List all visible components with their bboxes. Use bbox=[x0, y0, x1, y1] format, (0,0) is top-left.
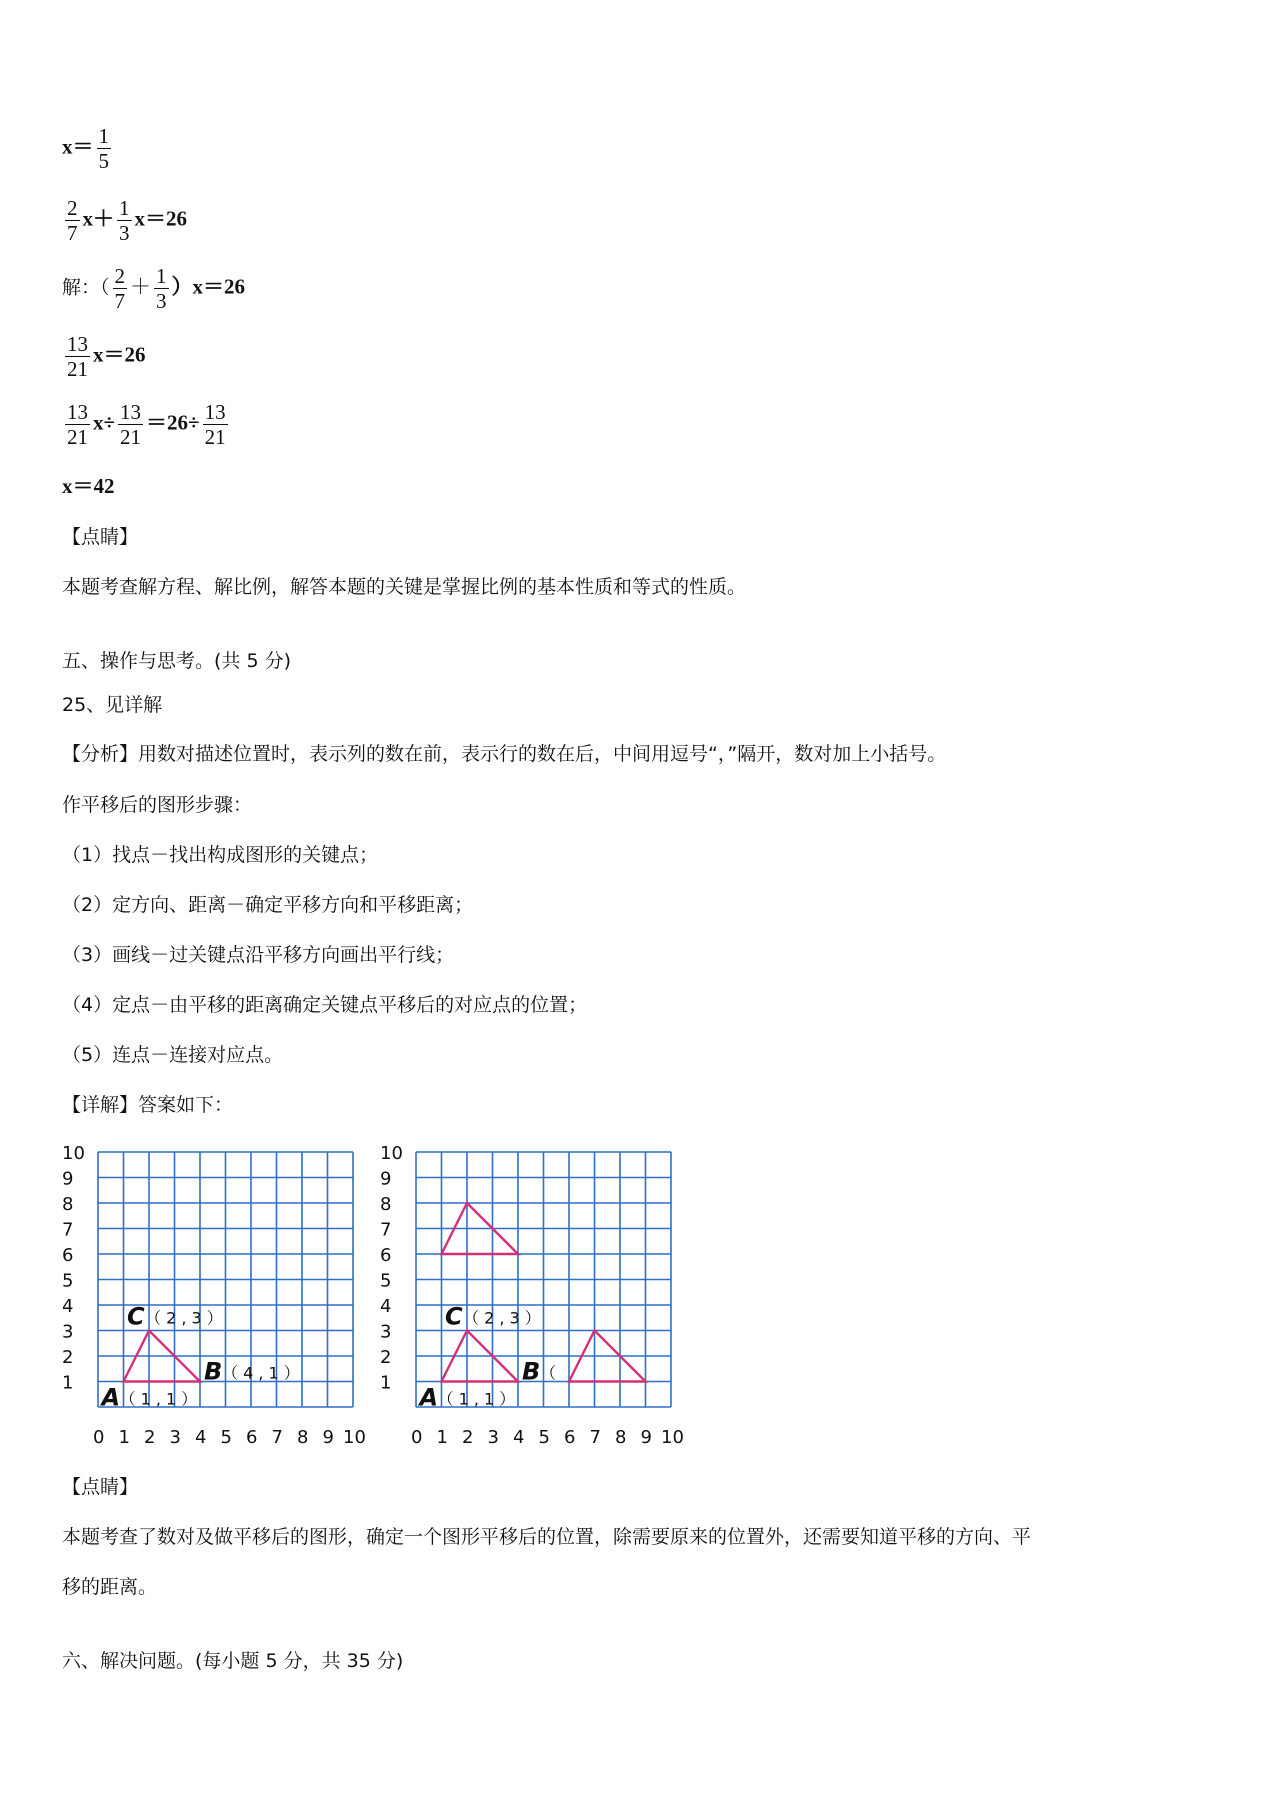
point-label-coordinate: （ 2 , 3 ） bbox=[463, 1308, 541, 1328]
x-axis-tick-label: 1 bbox=[118, 1427, 130, 1448]
x-axis-tick-label: 8 bbox=[297, 1427, 309, 1448]
eq5-mid2: ＝26÷ bbox=[146, 410, 200, 435]
x-axis-tick-label: 5 bbox=[220, 1427, 232, 1448]
fraction-denominator: 3 bbox=[156, 289, 167, 313]
point-label-letter: C bbox=[445, 1302, 463, 1331]
equation-line-1 bbox=[62, 124, 114, 173]
point-label-letter: B bbox=[204, 1357, 223, 1386]
fraction bbox=[97, 124, 112, 173]
equation-line-6 bbox=[62, 473, 115, 499]
fraction-denominator: 5 bbox=[98, 149, 109, 173]
eq4-rhs: x＝26 bbox=[93, 342, 146, 367]
step-2: （2）定方向、距离－确定平移方向和平移距离； bbox=[62, 894, 474, 916]
dianjing-heading-1: 【点睛】 bbox=[62, 526, 139, 548]
y-axis-tick-label: 1 bbox=[62, 1372, 74, 1394]
point-label-coordinate: （ bbox=[540, 1363, 557, 1383]
fraction-numerator: 13 bbox=[67, 400, 88, 424]
fraction-denominator: 7 bbox=[67, 221, 78, 245]
eq3-plus: ＋ bbox=[130, 274, 152, 299]
y-axis-tick-label: 2 bbox=[62, 1347, 74, 1368]
analysis-paragraph: 【分析】用数对描述位置时，表示列的数在前，表示行的数在后，中间用逗号“，”隔开，数对加上小括号。 bbox=[62, 743, 947, 765]
equation-line-2 bbox=[62, 196, 187, 245]
dianjing-body-2-line-1: 本题考查了数对及做平移后的图形，确定一个图形平移后的位置，除需要原来的位置外，还需要知道平移的方向、平 bbox=[62, 1526, 1032, 1548]
x-axis-tick-label: 2 bbox=[462, 1427, 474, 1448]
point-label-coordinate: （ 1 , 1 ） bbox=[437, 1389, 516, 1409]
x-axis-tick-label: 7 bbox=[589, 1427, 601, 1448]
y-axis-tick-label: 5 bbox=[380, 1270, 392, 1292]
point-label-coordinate: （ 1 , 1 ） bbox=[119, 1389, 198, 1409]
fraction bbox=[65, 196, 80, 245]
y-axis-tick-label: 4 bbox=[62, 1296, 74, 1317]
eq2-mid: x＋ bbox=[82, 206, 114, 231]
x-axis-tick-label: 2 bbox=[144, 1427, 156, 1448]
fraction-denominator: 21 bbox=[67, 357, 88, 381]
fraction-denominator: 21 bbox=[67, 425, 88, 449]
fraction bbox=[117, 196, 132, 245]
eq1-lhs: x＝ bbox=[62, 134, 94, 159]
dianjing-heading-2: 【点睛】 bbox=[62, 1476, 139, 1498]
y-axis-tick-label: 7 bbox=[380, 1219, 392, 1241]
fraction-numerator: 13 bbox=[67, 332, 88, 356]
x-axis-tick-label: 4 bbox=[195, 1427, 207, 1448]
x-axis-tick-label: 8 bbox=[615, 1427, 627, 1448]
detailed-answer-heading: 【详解】答案如下： bbox=[62, 1094, 234, 1116]
fraction-denominator: 7 bbox=[114, 289, 126, 313]
y-axis-tick-label: 10 bbox=[380, 1143, 403, 1164]
section-6-title: 六、解决问题。(每小题 5 分，共 35 分) bbox=[62, 1650, 404, 1672]
x-axis-tick-label: 4 bbox=[513, 1427, 525, 1448]
equation-line-3 bbox=[62, 264, 245, 313]
point-label-letter: B bbox=[522, 1357, 541, 1386]
y-axis-tick-label: 6 bbox=[62, 1245, 74, 1266]
y-axis-tick-label: 4 bbox=[380, 1296, 392, 1317]
y-axis-tick-label: 7 bbox=[62, 1219, 74, 1241]
x-axis-tick-label: 10 bbox=[661, 1427, 684, 1448]
eq2-rhs: x＝26 bbox=[134, 206, 187, 231]
fraction-denominator: 3 bbox=[119, 221, 130, 245]
fraction bbox=[118, 400, 143, 449]
x-axis-tick-label: 9 bbox=[640, 1427, 652, 1448]
x-axis-tick-label: 1 bbox=[436, 1427, 448, 1448]
coordinate-grid-left bbox=[58, 1140, 366, 1450]
y-axis-tick-label: 8 bbox=[380, 1194, 392, 1215]
x-axis-tick-label: 6 bbox=[564, 1427, 576, 1448]
fraction-numerator: 1 bbox=[156, 264, 167, 288]
y-axis-tick-label: 10 bbox=[62, 1143, 85, 1164]
fraction-numerator: 2 bbox=[114, 264, 126, 288]
steps-title: 作平移后的图形步骤： bbox=[62, 794, 253, 816]
eq3-prefix: 解：（ bbox=[62, 276, 110, 299]
x-axis-tick-label: 7 bbox=[271, 1427, 283, 1448]
section-5-title: 五、操作与思考。(共 5 分) bbox=[62, 650, 291, 672]
x-axis-tick-label: 5 bbox=[538, 1427, 550, 1448]
fraction-numerator: 13 bbox=[120, 400, 142, 424]
x-axis-tick-label: 0 bbox=[411, 1427, 423, 1448]
point-label-coordinate: （ 4 , 1 ） bbox=[222, 1363, 300, 1383]
fraction bbox=[65, 400, 90, 449]
step-5: （5）连点－连接对应点。 bbox=[62, 1044, 284, 1066]
fraction bbox=[113, 264, 128, 313]
x-axis-tick-label: 9 bbox=[322, 1427, 334, 1448]
x-axis-tick-label: 6 bbox=[246, 1427, 258, 1448]
point-label-letter: C bbox=[127, 1302, 145, 1331]
fraction bbox=[65, 332, 90, 381]
fraction bbox=[154, 264, 169, 313]
y-axis-tick-label: 2 bbox=[380, 1347, 392, 1368]
fraction-numerator: 2 bbox=[67, 196, 78, 220]
y-axis-tick-label: 9 bbox=[380, 1168, 392, 1190]
question-25: 25、见详解 bbox=[62, 694, 163, 716]
step-3: （3）画线－过关键点沿平移方向画出平行线； bbox=[62, 944, 455, 966]
fraction-denominator: 21 bbox=[204, 425, 226, 449]
x-axis-tick-label: 0 bbox=[93, 1427, 105, 1448]
eq3-rhs: ）x＝26 bbox=[171, 274, 246, 299]
fraction bbox=[203, 400, 228, 449]
dianjing-body-2-line-2: 移的距离。 bbox=[62, 1576, 158, 1598]
y-axis-tick-label: 8 bbox=[62, 1194, 74, 1215]
equation-line-4 bbox=[62, 332, 146, 381]
eq6: x＝42 bbox=[62, 474, 115, 498]
equation-line-5 bbox=[62, 400, 231, 449]
fraction-numerator: 13 bbox=[204, 400, 226, 424]
coordinate-grid-right bbox=[376, 1140, 684, 1450]
step-1: （1）找点－找出构成图形的关键点； bbox=[62, 844, 379, 866]
fraction-numerator: 1 bbox=[119, 196, 130, 220]
fraction-numerator: 1 bbox=[98, 124, 109, 148]
eq5-mid: x÷ bbox=[93, 410, 116, 435]
y-axis-tick-label: 6 bbox=[380, 1245, 392, 1266]
y-axis-tick-label: 5 bbox=[62, 1270, 74, 1292]
x-axis-tick-label: 10 bbox=[343, 1427, 366, 1448]
y-axis-tick-label: 3 bbox=[62, 1321, 74, 1343]
fraction-denominator: 21 bbox=[120, 425, 142, 449]
point-label-letter: A bbox=[419, 1383, 439, 1412]
y-axis-tick-label: 1 bbox=[380, 1372, 392, 1394]
x-axis-tick-label: 3 bbox=[487, 1427, 499, 1448]
point-label-coordinate: （ 2 , 3 ） bbox=[145, 1308, 223, 1328]
step-4: （4）定点－由平移的距离确定关键点平移后的对应点的位置； bbox=[62, 994, 588, 1016]
x-axis-tick-label: 3 bbox=[169, 1427, 181, 1448]
point-label-letter: A bbox=[101, 1383, 121, 1412]
y-axis-tick-label: 3 bbox=[380, 1321, 392, 1343]
dianjing-body-1: 本题考查解方程、解比例，解答本题的关键是掌握比例的基本性质和等式的性质。 bbox=[62, 576, 747, 598]
y-axis-tick-label: 9 bbox=[62, 1168, 74, 1190]
